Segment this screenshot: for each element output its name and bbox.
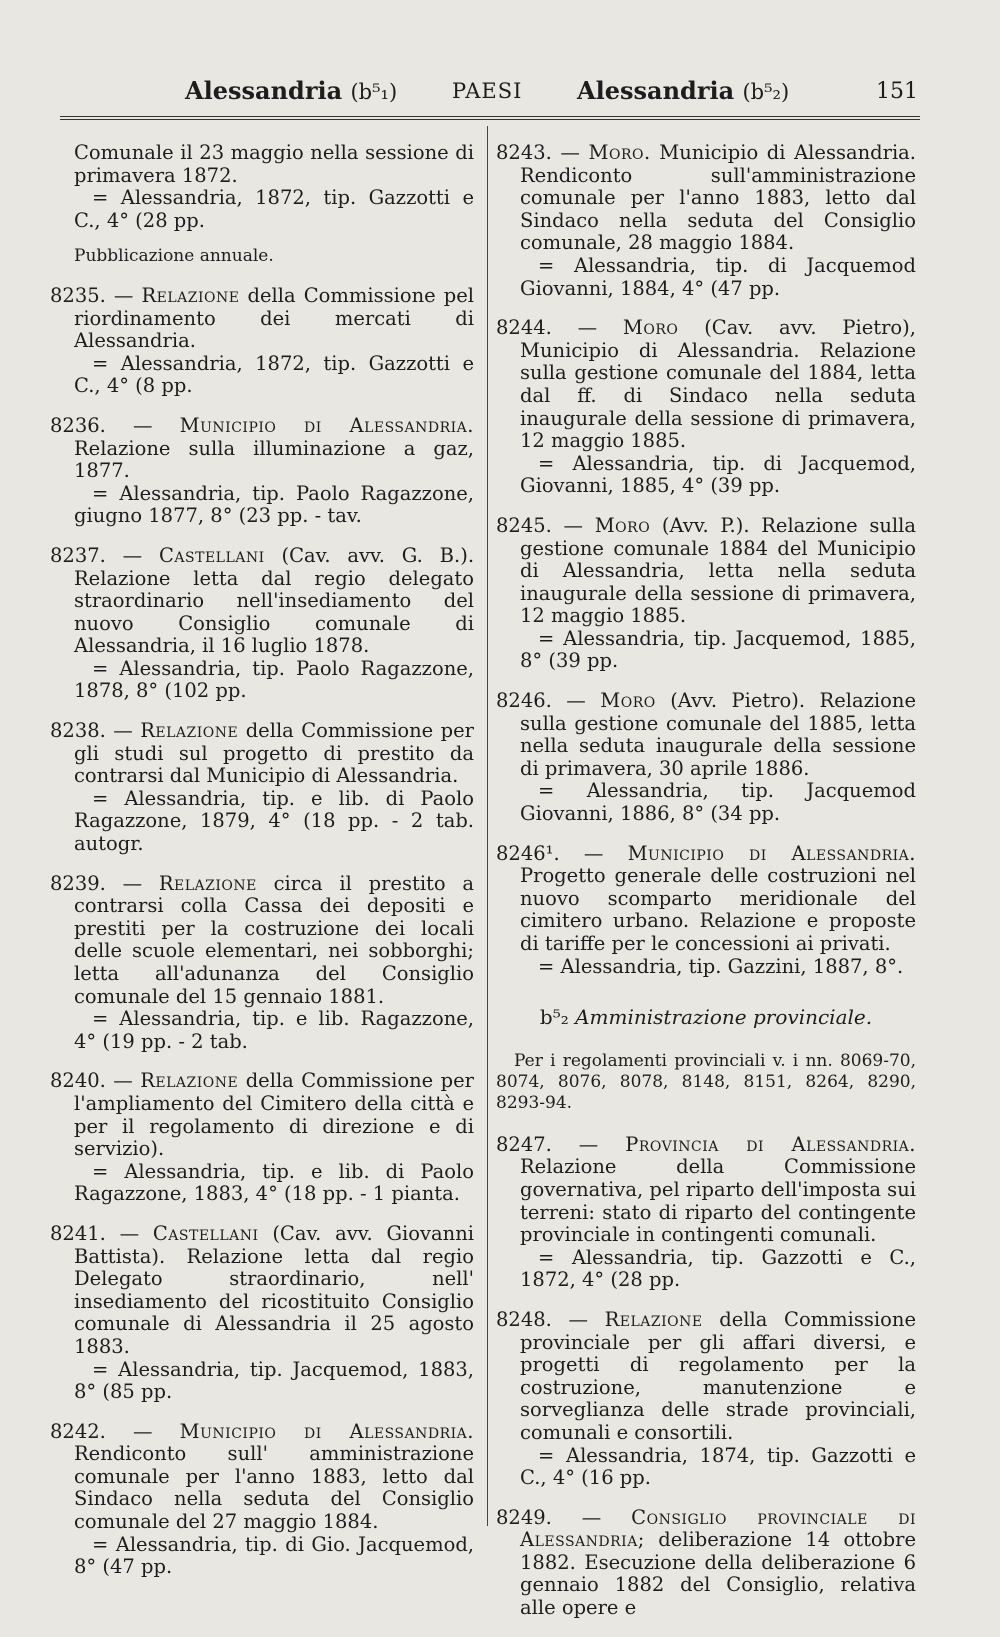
- column-divider: [487, 126, 488, 1526]
- entry-text: della Commissione per l'ampliamento del Cimitero della città e per il regolamento di direzione e di servizio).: [74, 1069, 474, 1161]
- entry-imprint: = Alessandria, 1872, tip. Gazzotti e C., 4° (28 pp.: [74, 186, 474, 232]
- header-center: PAESI: [452, 79, 523, 103]
- catalog-entry: [496, 1134, 916, 1292]
- entry-imprint: = Alessandria, tip. e lib. di Paolo Ragazzone, 1879, 4° (18 pp. - 2 tab. autogr.: [74, 786, 474, 856]
- catalog-entry: [50, 1070, 474, 1206]
- entry-text: Relazione della Commissione governativa, pel riparto dell'imposta sui terreni: stato di riparto del contingente provinciale in contingenti comunali.: [520, 1155, 916, 1247]
- entry-number: 8241.: [50, 1221, 106, 1245]
- header-left-title: Alessandria: [185, 76, 343, 105]
- header-left-sub: (b⁵₁): [350, 80, 398, 104]
- catalog-entry: [50, 720, 474, 856]
- left-column: [50, 142, 474, 1596]
- cross-reference-note: Per i regolamenti provinciali v. i nn. 8069-70, 8074, 8076, 8078, 8148, 8151, 8264, 8290, 8293-94.: [496, 1050, 916, 1113]
- entry-imprint: = Alessandria, tip. di Gio. Jacquemod, 8° (47 pp.: [74, 1532, 474, 1579]
- entry-number: 8243.: [496, 141, 552, 164]
- entry-body: 8239. — Relazione circa il prestito a contrarsi colla Cassa dei depositi e prestiti per la costruzione dei locali delle scuole elementari, nei sobborghi; letta all'adunanza del Consiglio comunale del 15 gennaio 1881.: [50, 871, 475, 1008]
- entry-author: Municipio di Alessandria.: [627, 841, 916, 865]
- entry-number: 8237.: [50, 543, 106, 567]
- entry-number: 8244.: [496, 316, 552, 340]
- entry-text: deliberazione 14 ottobre 1882. Esecuzione della deliberazione 6 gennaio 1882 del Consiglio, relativa alle opere e: [520, 1528, 917, 1620]
- entry-body: 8244. — Moro (Cav. avv. Pietro), Municipio di Alessandria. Relazione sulla gestione comunale del 1884, letta dal ff. di Sindaco nella seduta inaugurale della sessione di primavera, 12 maggio 1885.: [496, 316, 916, 453]
- entry-imprint: = Alessandria, tip. Gazzotti e C., 1872, 4° (28 pp.: [520, 1245, 916, 1292]
- catalog-entry: [496, 515, 916, 673]
- entry-note: Pubblicazione annuale.: [74, 246, 274, 267]
- entry-author: Relazione: [141, 283, 240, 307]
- entry-body: 8236. — Municipio di Alessandria. Relazione sulla illuminazione a gaz, 1877.: [50, 413, 474, 483]
- entry-imprint: = Alessandria, tip. e lib. di Paolo Ragazzone, 1883, 4° (18 pp. - 1 pianta.: [74, 1159, 474, 1206]
- section-heading: [496, 1006, 916, 1029]
- entry-author: Moro: [622, 316, 679, 340]
- catalog-entry: [496, 1309, 916, 1490]
- entry-author: Relazione: [140, 719, 239, 743]
- entry-author: Castellani: [152, 1221, 259, 1245]
- catalog-entry: [50, 545, 474, 703]
- entry-author: Municipio di Alessandria.: [179, 1419, 474, 1443]
- catalog-entry: [496, 843, 916, 979]
- catalog-entry: [496, 142, 916, 300]
- entry-imprint: = Alessandria, tip. Paolo Ragazzone, 1878, 8° (102 pp.: [74, 656, 474, 703]
- catalog-entry: [50, 1223, 474, 1404]
- catalog-entry: [50, 415, 474, 528]
- entry-number: 8248.: [496, 1307, 552, 1331]
- entry-number: 8247.: [496, 1132, 552, 1156]
- entry-body: 8240. — Relazione della Commissione per l'ampliamento del Cimitero della città e per il regolamento di direzione e di servizio).: [50, 1069, 474, 1161]
- entry-author: Moro.: [588, 141, 651, 164]
- entry-number: 8239.: [50, 871, 106, 895]
- right-column: [496, 142, 916, 1637]
- header-right-sub: (b⁵₂): [742, 80, 790, 104]
- entry-text: Comunale il 23 maggio nella sessione di primavera 1872.: [74, 141, 474, 187]
- entry-text: Rendiconto sull' amministrazione comunale per l'anno 1883, letto dal Sindaco nella seduta del Consiglio comunale del 27 maggio 1884.: [74, 1442, 474, 1534]
- header-left: [185, 76, 397, 105]
- header-right: [577, 76, 789, 105]
- entry-author: Moro: [600, 689, 656, 713]
- entry-author: Municipio di Alessandria.: [179, 413, 474, 437]
- entry-imprint: = Alessandria, tip. di Jacquemod, Giovanni, 1885, 4° (39 pp.: [520, 451, 916, 498]
- entry-number: 8246.: [496, 689, 552, 713]
- entry-text: della Commissione per gli studi sul progetto di prestito da contrarsi dal Municipio di Alessandria.: [74, 719, 474, 788]
- entry-body: 8238. — Relazione della Commissione per gli studi sul progetto di prestito da contrarsi dal Municipio di Alessandria.: [50, 719, 474, 788]
- page-number: 151: [876, 79, 918, 104]
- entry-number: 8246¹.: [496, 841, 560, 865]
- entry-imprint: = Alessandria, tip. Jacquemod Giovanni, 1886, 8° (34 pp.: [520, 779, 916, 826]
- entry-author: Provincia di Alessandria.: [625, 1132, 916, 1156]
- entry-text: Relazione sulla illuminazione a gaz, 1877.: [74, 436, 474, 483]
- entry-body: 8246¹. — Municipio di Alessandria. Progetto generale delle costruzioni nel nuovo scomparto meridionale del cimitero urbano. Relazione e proposte di tariffe per le concessioni ai privati.: [496, 841, 916, 955]
- entry-number: 8235.: [50, 283, 106, 307]
- entry-body: 8246. — Moro (Avv. Pietro). Relazione sulla gestione comunale del 1885, letta nella seduta inaugurale della sessione di primavera, 30 aprile 1886.: [496, 689, 916, 780]
- entry-imprint: = Alessandria, tip. Jacquemod, 1883, 8° (85 pp.: [74, 1357, 474, 1404]
- entry-author: Relazione: [604, 1307, 703, 1331]
- entry-imprint: = Alessandria, tip. e lib. Ragazzone, 4° (19 pp. - 2 tab.: [74, 1007, 474, 1053]
- catalog-entry: [496, 317, 916, 498]
- entry-text: (Avv. P.). Relazione sulla gestione comunale 1884 del Municipio di Alessandria, letta nella seduta inaugurale della sessione di primavera, 12 maggio 1885.: [520, 513, 916, 628]
- entry-body: 8235. — Relazione della Commissione pel riordinamento dei mercati di Alessandria.: [50, 283, 474, 353]
- entry-author: Relazione: [158, 871, 257, 895]
- header-rule: [60, 116, 920, 117]
- entry-text: (Avv. Pietro). Relazione sulla gestione comunale del 1885, letta nella seduta inaugurale della sessione di primavera, 30 aprile 1886.: [520, 689, 916, 780]
- entry-body: 8242. — Municipio di Alessandria. Rendiconto sull' amministrazione comunale per l'anno 1883, letto dal Sindaco nella seduta del Consiglio comunale del 27 maggio 1884.: [50, 1419, 474, 1534]
- continuation-entry: [50, 142, 474, 232]
- entry-number: 8249.: [496, 1505, 552, 1529]
- entry-author: Consiglio provinciale di Alessandria;: [520, 1505, 916, 1552]
- entry-text: Municipio di Alessandria. Rendiconto sull'amministrazione comunale per l'anno 1883, letto dal Sindaco nella seduta del Consiglio comunale, 28 maggio 1884.: [520, 141, 917, 255]
- section-title: Amministrazione provinciale.: [575, 1005, 873, 1030]
- entry-text: della Commissione pel riordinamento dei mercati di Alessandria.: [74, 283, 474, 353]
- entry-author: Relazione: [140, 1069, 239, 1093]
- left-entries: [50, 285, 474, 1579]
- entry-author: Moro: [594, 513, 651, 537]
- entry-imprint: = Alessandria, tip. Jacquemod, 1885, 8° (39 pp.: [520, 626, 916, 673]
- catalog-entry: [50, 873, 474, 1054]
- entry-author: Castellani: [159, 543, 265, 567]
- entry-text: Progetto generale delle costruzioni nel nuovo scomparto meridionale del cimitero urbano. Relazione e proposte di tariffe per le concessioni ai privati.: [520, 864, 916, 955]
- header-right-title: Alessandria: [577, 76, 735, 105]
- entry-text: (Cav. avv. Giovanni Battista). Relazione letta dal regio Delegato straordinario, nell' insediamento del ricostituito Consiglio comunale di Alessandria il 25 agosto 1883.: [74, 1221, 475, 1358]
- entry-imprint: = Alessandria, tip. Gazzini, 1887, 8°.: [538, 954, 904, 978]
- entry-body: 8249. — Consiglio provinciale di Alessandria; deliberazione 14 ottobre 1882. Esecuzione della deliberazione 6 gennaio 1882 del Consiglio, relativa alle opere e: [496, 1505, 917, 1620]
- entry-imprint: = Alessandria, 1874, tip. Gazzotti e C., 4° (16 pp.: [520, 1443, 916, 1490]
- catalog-entry: [496, 1507, 916, 1620]
- entry-body: 8248. — Relazione della Commissione provinciale per gli affari diversi, e progetti di regolamento per la costruzione, manutenzione e sorveglianza delle strade provinciali, comunali e consortili.: [496, 1307, 916, 1444]
- entry-body: 8237. — Castellani (Cav. avv. G. B.). Relazione letta dal regio delegato straordinario nell'insediamento del nuovo Consiglio comunale di Alessandria, il 16 luglio 1878.: [50, 543, 475, 658]
- entry-text: (Cav. avv. G. B.). Relazione letta dal regio delegato straordinario nell'insediamento del nuovo Consiglio comunale di Alessandria, il 16 luglio 1878.: [74, 543, 475, 658]
- entry-body: 8241. — Castellani (Cav. avv. Giovanni Battista). Relazione letta dal regio Delegato straordinario, nell' insediamento del ricostituito Consiglio comunale di Alessandria il 25 agosto 1883.: [50, 1221, 475, 1358]
- entry-text: della Commissione provinciale per gli affari diversi, e progetti di regolamento per la costruzione, manutenzione e sorveglianza delle strade provinciali, comunali e consortili.: [520, 1307, 916, 1444]
- entry-number: 8240.: [50, 1069, 106, 1093]
- catalog-entry: [496, 690, 916, 826]
- entry-number: 8236.: [50, 413, 106, 437]
- entry-body: 8247. — Provincia di Alessandria. Relazione della Commissione governativa, pel riparto dell'imposta sui terreni: stato di riparto del contingente provinciale in contingenti comunali.: [496, 1132, 916, 1247]
- running-header: [0, 70, 1000, 120]
- entry-imprint: = Alessandria, tip. di Jacquemod Giovanni, 1884, 4° (47 pp.: [520, 253, 916, 300]
- entry-number: 8242.: [50, 1419, 106, 1443]
- entry-body: 8243. — Moro. Municipio di Alessandria. Rendiconto sull'amministrazione comunale per l'anno 1883, letto dal Sindaco nella seduta del Consiglio comunale, 28 maggio 1884.: [496, 141, 917, 255]
- entry-number: 8238.: [50, 719, 106, 743]
- entry-text: circa il prestito a contrarsi colla Cassa dei depositi e prestiti per la costruzione dei locali delle scuole elementari, nei sobborghi; letta all'adunanza del Consiglio comunale del 15 gennaio 1881.: [74, 871, 475, 1008]
- entry-imprint: = Alessandria, tip. Paolo Ragazzone, giugno 1877, 8° (23 pp. - tav.: [74, 481, 474, 528]
- catalog-entry: [50, 1421, 474, 1579]
- entry-number: 8245.: [496, 513, 552, 537]
- section-label: b⁵₂: [539, 1005, 569, 1030]
- header-rule-double: [60, 119, 920, 120]
- catalog-entry: [50, 285, 474, 398]
- entry-body: 8245. — Moro (Avv. P.). Relazione sulla gestione comunale 1884 del Municipio di Alessandria, letta nella seduta inaugurale della sessione di primavera, 12 maggio 1885.: [496, 513, 916, 628]
- entry-text: (Cav. avv. Pietro), Municipio di Alessandria. Relazione sulla gestione comunale del 1884, letta dal ff. di Sindaco nella seduta inaugurale della sessione di primavera, 12 maggio 1885.: [520, 316, 916, 453]
- entry-imprint: = Alessandria, 1872, tip. Gazzotti e C., 4° (8 pp.: [74, 351, 474, 398]
